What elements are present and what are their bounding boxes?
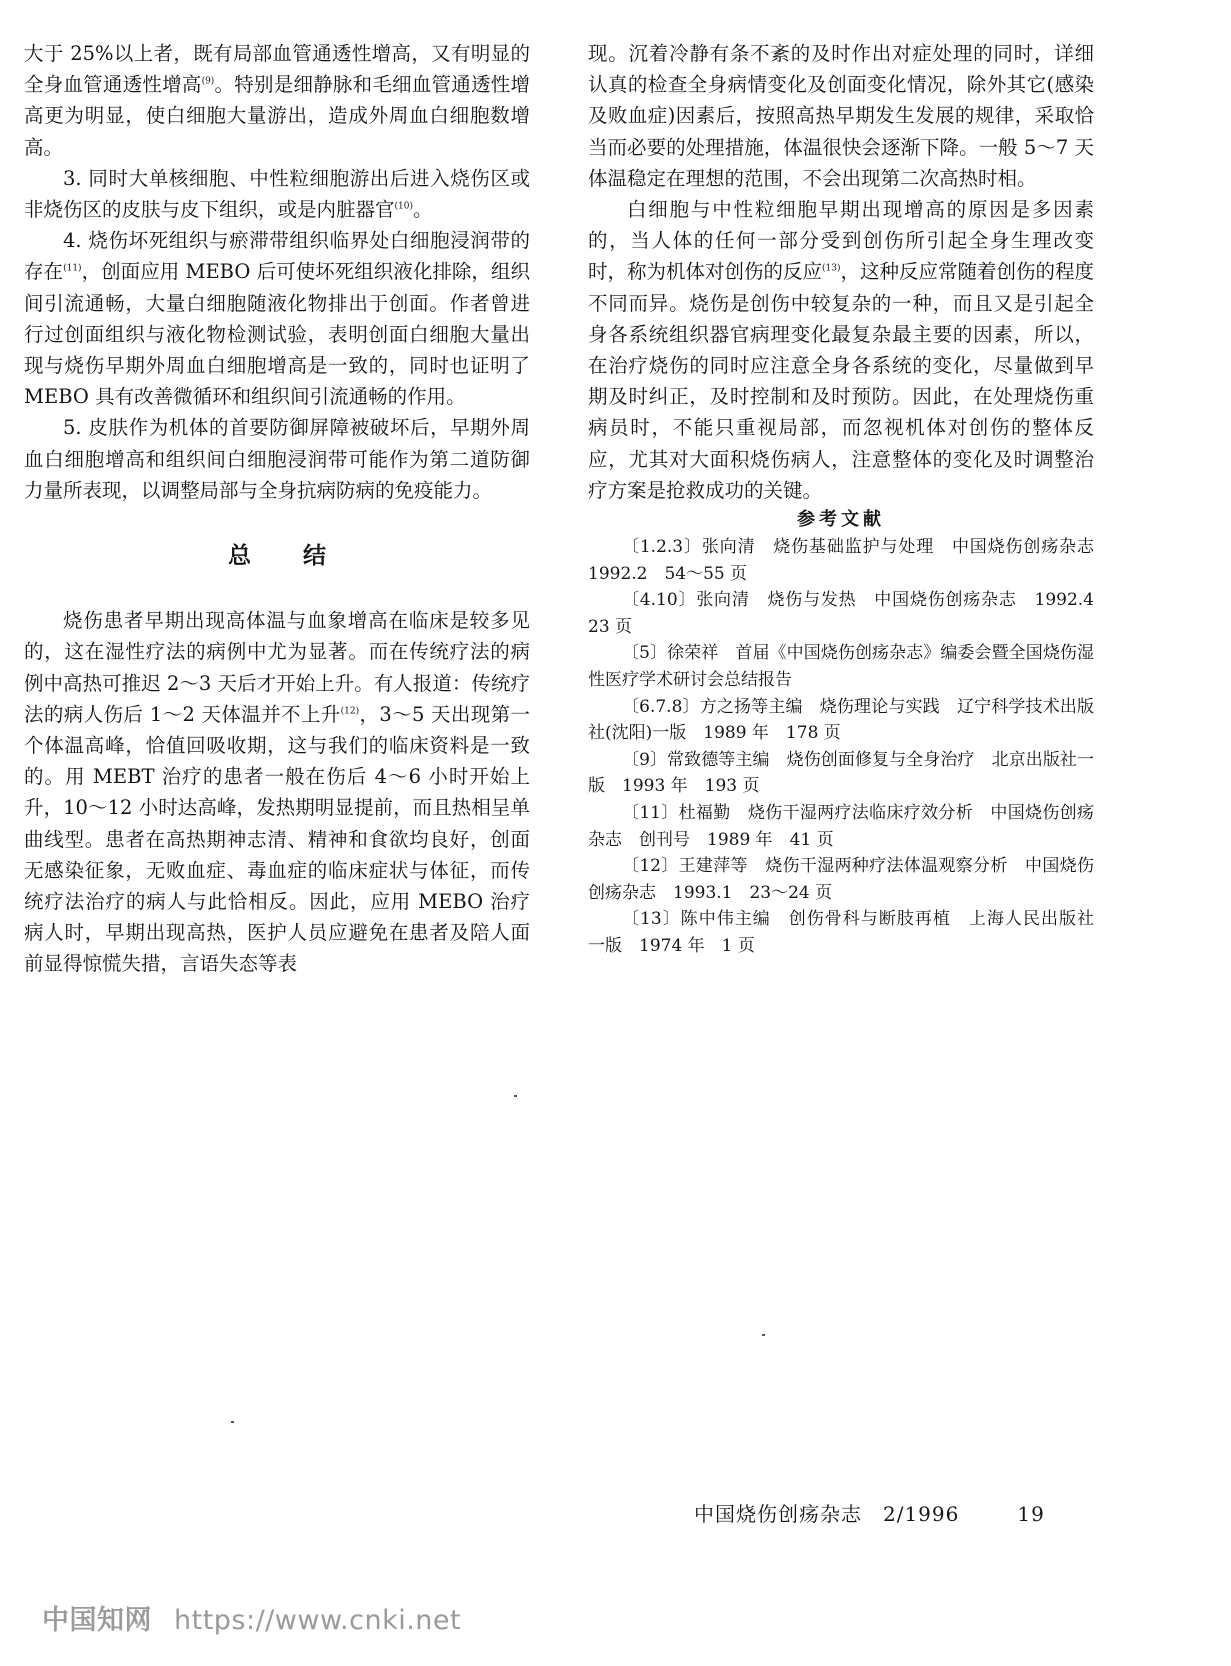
scan-speck [514, 1095, 517, 1097]
text: 3. 同时大单核细胞、中性粒细胞游出后进入烧伤区或非烧伤区的皮肤与皮下组织，或是内脏器官 [24, 166, 530, 222]
text: 4. 烧伤坏死组织与瘀滞带组织临界处白细胞浸润带的存在 [24, 229, 530, 284]
page-number: 19 [1017, 1502, 1045, 1526]
reference-item: 〔1.2.3〕张向清 烧伤基础监护与处理 中国烧伤创疡杂志 1992.2 54～55 页 [588, 537, 1111, 584]
watermark-url: https://www.cnki.net [174, 1605, 462, 1636]
right-column [588, 38, 1111, 960]
text: ，3～5 天出现第一个体温高峰，恰值回吸收期，这与我们的临床资料是一致的。用 MEBT 治疗的患者一般在伤后 4～6 小时开始上升，10～12 小时达高峰，发热期明显提前，而且热相呈单曲线型。患者在高热期神志清、精神和食欲均良好，创面无感染征象，无败血症、毒血症的临床症状与体征，而传统疗法治疗的病人与此恰相反。因此，应用 MEBO 治疗病人时，早期出现高热，医护人员应避免在患者及陪人面前显得惊慌失措，言语失态等表 [24, 702, 530, 976]
page-footer [694, 1498, 1045, 1527]
reference-item: 〔12〕王建萍等 烧伤干湿两种疗法体温观察分析 中国烧伤创疡杂志 1993.1 23～24 页 [588, 856, 1094, 903]
text: 。特别是细静脉和毛细血管通透性增高更为明显，使白细胞大量游出，造成外周血白细胞数增高。 [24, 73, 530, 159]
citation: (12) [340, 706, 360, 717]
citation: (9) [201, 76, 215, 87]
text: 大于 25%以上者，既有局部血管通透性增高，又有明显的全身血管通透性增高 [24, 42, 530, 97]
references-title: 参考文献 [797, 509, 885, 531]
citation: (13) [822, 263, 841, 274]
cnki-watermark [42, 1598, 461, 1637]
text: 白细胞与中性粒细胞早期出现增高的原因是多因素的，当人体的任何一部分受到创伤所引起全身生理改变时，称为机体对创伤的反应 [588, 198, 1094, 284]
paragraph [24, 38, 530, 163]
text: ，这种反应常随着创伤的程度不同而异。烧伤是创伤中较复杂的一种，而且又是引起全身各系统组织器官病理变化最复杂最主要的因素，所以，在治疗烧伤的同时应注意全身各系统的变化，尽量做到早期及时纠正，及时控制和及时预防。因此，在处理烧伤重病员时，不能只重视局部，而忽视机体对创伤的整体反应，尤其对大面积烧伤病人，注意整体的变化及时调整治疗方案是抢救成功的关键。 [588, 260, 1095, 502]
citation: (10) [394, 201, 413, 212]
paragraph: 5. 皮肤作为机体的首要防御屏障被破坏后，早期外周血白细胞增高和组织间白细胞浸润带可能作为第二道防御力量所表现，以调整局部与全身抗病防病的免疫能力。 [24, 416, 530, 502]
watermark-logo: 中国知网 [42, 1605, 152, 1636]
paragraph [24, 225, 530, 412]
reference-item: 〔5〕徐荣祥 首届《中国烧伤创疡杂志》编委会暨全国烧伤湿性医疗学术研讨会总结报告 [588, 643, 1094, 691]
section-title: 总结 [228, 542, 378, 570]
paragraph [24, 605, 530, 979]
scan-speck [762, 1334, 765, 1336]
reference-item: 〔4.10〕张向清 烧伤与发热 中国烧伤创疡杂志 1992.4 23 页 [588, 590, 1111, 637]
paragraph: 现。沉着冷静有条不紊的及时作出对症处理的同时，详细认真的检查全身病情变化及创面变化情况，除外其它(感染及败血症)因素后，按照高热早期发生发展的规律，采取恰当而必要的处理措施，体温很快会逐渐下降。一般 5～7 天体温稳定在理想的范围，不会出现第二次高热时相。 [588, 42, 1094, 190]
reference-item: 〔13〕陈中伟主编 创伤骨科与断肢再植 上海人民出版社 一版 1974 年 1 页 [588, 909, 1111, 956]
scan-speck [231, 1421, 234, 1423]
paragraph [588, 194, 1094, 506]
text: 。 [413, 198, 433, 222]
reference-item: 〔6.7.8〕方之扬等主编 烧伤理论与实践 辽宁科学技术出版社(沈阳)一版 1989 年 178 页 [588, 696, 1094, 744]
paragraph [24, 163, 530, 225]
left-column [24, 38, 530, 980]
journal-name: 中国烧伤创疡杂志 2/1996 [694, 1502, 960, 1526]
reference-item: 〔9〕常致德等主编 烧伤创面修复与全身治疗 北京出版社一版 1993 年 193 页 [588, 749, 1094, 797]
text: ，创面应用 MEBO 后可使坏死组织液化排除，组织间引流通畅，大量白细胞随液化物排出于创面。作者曾进行过创面组织与液化物检测试验，表明创面白细胞大量出现与烧伤早期外周血白细胞增高是一致的，同时也证明了 MEBO 具有改善微循环和组织间引流通畅的作用。 [24, 260, 530, 409]
citation: (11) [63, 263, 82, 274]
reference-item: 〔11〕杜福勤 烧伤干湿两疗法临床疗效分析 中国烧伤创疡杂志 创刊号 1989 年 41 页 [588, 802, 1094, 850]
text: 烧伤患者早期出现高体温与血象增高在临床是较多见的，这在湿性疗法的病例中尤为显著。而在传统疗法的病例中高热可推迟 2～3 天后才开始上升。有人报道：传统疗法的病人伤后 1～2 天体温并不上升 [24, 609, 530, 726]
